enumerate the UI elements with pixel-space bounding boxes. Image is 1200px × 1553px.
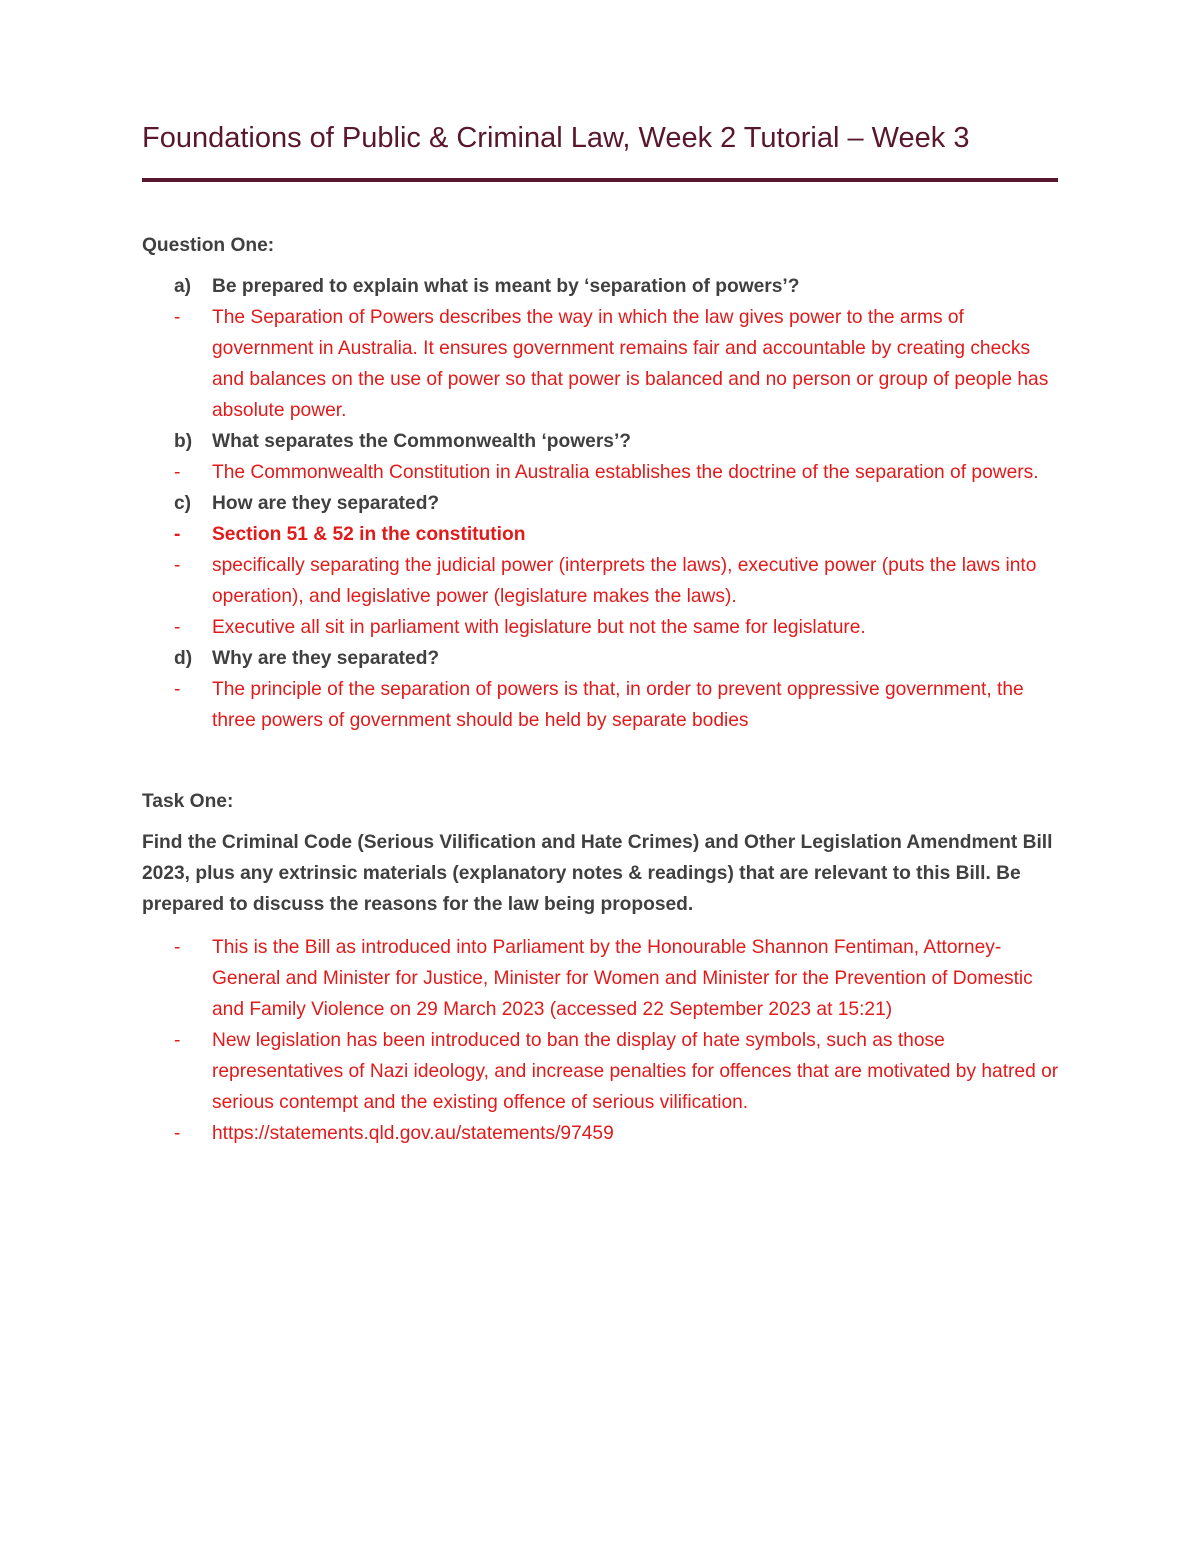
- answer-dash: -: [174, 307, 181, 328]
- answer-text: The principle of the separation of powers is that, in order to prevent oppressive government, the three powers of government should be held by separate bodies: [212, 679, 1024, 731]
- answer-text: Executive all sit in parliament with legislature but not the same for legislature.: [212, 617, 866, 638]
- answer-dash: -: [174, 1123, 181, 1144]
- answer-item: [142, 932, 1062, 1025]
- answer-item: [142, 612, 1062, 643]
- document-body: [142, 230, 1062, 1149]
- answer-text: Section 51 & 52 in the constitution: [212, 524, 526, 545]
- answer-dash: -: [174, 524, 181, 545]
- question-item: [142, 426, 1062, 457]
- question-one-heading: Question One:: [142, 235, 275, 256]
- question-letter: c): [174, 493, 192, 514]
- answer-item: [142, 550, 1062, 612]
- answer-text: This is the Bill as introduced into Parliament by the Honourable Shannon Fentiman, Attorney-General and Minister for Justice, Minister for Women and Minister for the Prevention of Domestic and Family Violence on 29 March 2023 (accessed 22 September 2023 at 15:21): [212, 937, 1033, 1020]
- answer-dash: -: [174, 679, 181, 700]
- answer-text: The Separation of Powers describes the way in which the law gives power to the arms of government in Australia. It ensures government remains fair and accountable by creating checks and balances on the use of power so that power is balanced and no person or group of people has absolute power.: [212, 307, 1049, 421]
- question-letter: b): [174, 431, 193, 452]
- answer-item-link: [142, 1118, 1062, 1149]
- question-letter: d): [174, 648, 193, 669]
- answer-text: New legislation has been introduced to ban the display of hate symbols, such as those representatives of Nazi ideology, and increase penalties for offences that are motivated by hatred or serious contempt and the existing offence of serious vilification.: [212, 1030, 1059, 1113]
- answer-item-emphasized: [142, 1025, 1062, 1118]
- question-item: [142, 271, 1062, 302]
- answer-text: The Commonwealth Constitution in Australia establishes the doctrine of the separation of powers.: [212, 462, 1039, 483]
- answer-dash: -: [174, 462, 181, 483]
- answer-dash: -: [174, 937, 181, 958]
- question-text: What separates the Commonwealth ‘powers’?: [212, 431, 632, 452]
- title-underline: [142, 178, 1058, 182]
- document-title: Foundations of Public & Criminal Law, Week 2 Tutorial – Week 3: [142, 122, 970, 154]
- task-one-heading: Task One:: [142, 791, 234, 812]
- question-item: [142, 488, 1062, 519]
- answer-dash: -: [174, 1030, 181, 1051]
- question-text: Be prepared to explain what is meant by ‘separation of powers’?: [212, 276, 800, 297]
- task-one-instructions: Find the Criminal Code (Serious Vilification and Hate Crimes) and Other Legislation Amendment Bill 2023, plus any extrinsic materials (explanatory notes & readings) that are relevant to this Bill. Be prepared to discuss the reasons for the law being proposed.: [142, 832, 1053, 915]
- answer-item: [142, 302, 1062, 426]
- question-item: [142, 643, 1062, 674]
- answer-dash: -: [174, 617, 181, 638]
- question-text: Why are they separated?: [212, 648, 440, 669]
- answer-text: specifically separating the judicial power (interprets the laws), executive power (puts the laws into operation), and legislative power (legislature makes the laws).: [212, 555, 1037, 607]
- statement-url[interactable]: https://statements.qld.gov.au/statements/97459: [212, 1123, 614, 1144]
- answer-item: [142, 674, 1062, 736]
- question-letter: a): [174, 276, 192, 297]
- answer-dash: -: [174, 555, 181, 576]
- question-text: How are they separated?: [212, 493, 440, 514]
- answer-item: [142, 457, 1062, 488]
- answer-item-emphasized: [142, 519, 1062, 550]
